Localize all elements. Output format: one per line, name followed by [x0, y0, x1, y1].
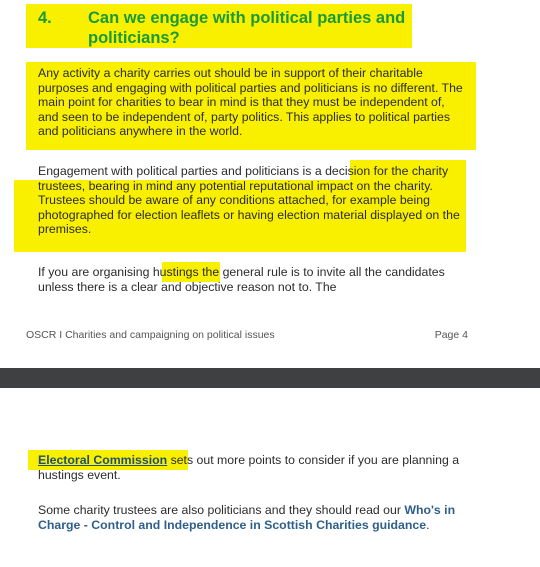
paragraph-2: Engagement with political parties and politicians is a decision for the charity trustees, bearing in mind any potential reputational impact on the charity. Trustees should be aware of any conditions attached, for example being photographed for election leaflets or having election material displayed on the premises.: [38, 164, 460, 237]
document-page-5: [0, 388, 540, 567]
page2-paragraph-1-text: sets out more points to consider if you are planning a hustings event.: [38, 453, 460, 482]
paragraph-3-after: the general rule is to invite all the candidates unless there is a clear and objective reason not to. The: [38, 265, 445, 294]
whos-in-charge-link[interactable]: Who's in Charge - Control and Independence in Scottish Charities guidance: [38, 503, 456, 532]
page2-paragraph-2-after: .: [426, 517, 430, 532]
footer-title: OSCR I Charities and campaigning on political issues: [26, 329, 275, 341]
paragraph-3-hustings: hustings: [152, 265, 199, 279]
section-number: 4.: [38, 9, 52, 27]
section-title: Can we engage with political parties and politicians?: [88, 9, 406, 47]
page-separator: [0, 368, 540, 388]
page2-paragraph-2-before: Some charity trustees are also politicians and they should read our: [38, 503, 405, 517]
paragraph-3: [38, 265, 468, 294]
paragraph-1: Any activity a charity carries out should be in support of their charitable purposes and engaging with political parties and politicians is no different. The main point for charities to bear in mind is that they must be independent of, and seen to be independent of, party politics. This applies to political parties and politicians anywhere in the world.: [38, 66, 463, 139]
paragraph-3-before: If you are organising: [38, 265, 153, 279]
electoral-commission-link[interactable]: Electoral Commission: [38, 453, 168, 467]
page2-paragraph-1: [38, 453, 468, 482]
page2-paragraph-2: [38, 503, 468, 532]
footer-page-number: Page 4: [434, 329, 468, 341]
